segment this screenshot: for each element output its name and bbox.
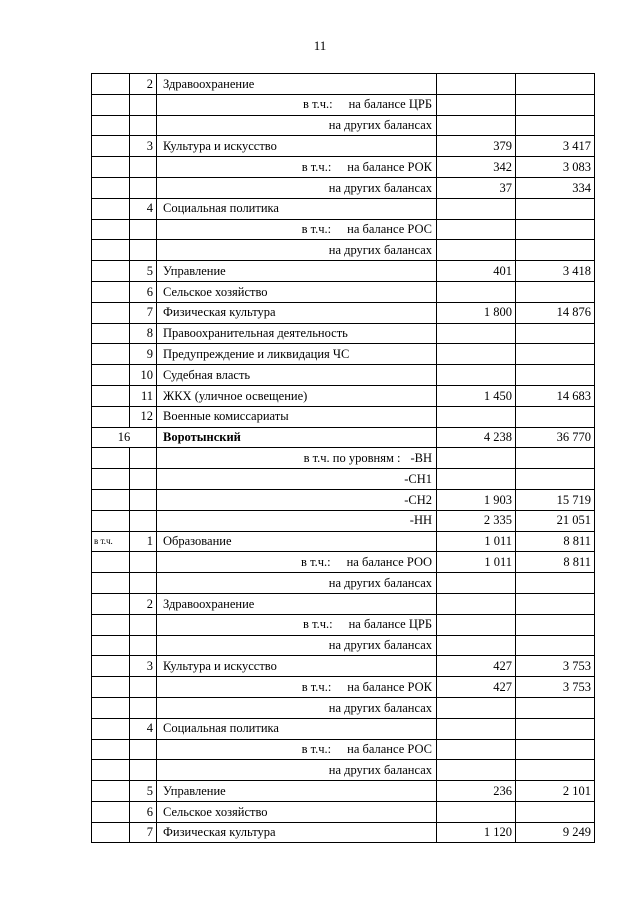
value-2-cell (516, 323, 595, 344)
value-1-cell (437, 240, 516, 261)
value-1-cell (437, 697, 516, 718)
item-name-cell (157, 781, 437, 802)
item-number-cell: 1 (130, 531, 157, 552)
value-2-cell: 334 (516, 177, 595, 198)
value-1-cell (437, 115, 516, 136)
item-name: Социальная политика (163, 201, 279, 216)
table-row (92, 198, 595, 219)
value-2-cell (516, 739, 595, 760)
item-name: на балансе РОС (347, 742, 432, 757)
group-cell (92, 74, 130, 95)
table-row (92, 801, 595, 822)
group-cell (92, 510, 130, 531)
value-2-cell (516, 344, 595, 365)
item-name: Социальная политика (163, 721, 279, 736)
value-2-cell: 3 083 (516, 157, 595, 178)
row-number-cell: 16 (92, 427, 157, 448)
table-row (92, 302, 595, 323)
item-name-cell (157, 261, 437, 282)
subtotal-prefix: в т.ч. по уровням : (303, 450, 401, 465)
group-cell (92, 469, 130, 490)
group-cell (92, 261, 130, 282)
item-name: Культура и искусство (163, 139, 277, 154)
subtotal-prefix: в т.ч.: (301, 222, 332, 237)
group-cell (92, 157, 130, 178)
group-cell (92, 822, 130, 843)
value-2-cell (516, 406, 595, 427)
item-number-cell (130, 115, 157, 136)
group-cell (92, 115, 130, 136)
value-1-cell (437, 74, 516, 95)
value-2-cell: 3 418 (516, 261, 595, 282)
item-name-cell (157, 323, 437, 344)
value-1-cell: 37 (437, 177, 516, 198)
group-cell (92, 697, 130, 718)
value-2-cell (516, 718, 595, 739)
item-number-cell: 3 (130, 136, 157, 157)
value-2-cell (516, 198, 595, 219)
value-2-cell: 3 753 (516, 656, 595, 677)
group-cell (92, 344, 130, 365)
item-name-cell (157, 489, 437, 510)
value-2-cell: 3 417 (516, 136, 595, 157)
item-name: Воротынский (163, 430, 241, 445)
item-name-cell (157, 94, 437, 115)
table-row (92, 448, 595, 469)
table-row (92, 781, 595, 802)
value-2-cell: 8 811 (516, 531, 595, 552)
item-name-cell (157, 365, 437, 386)
item-number-cell: 4 (130, 718, 157, 739)
item-name: на балансе ЦРБ (348, 617, 432, 632)
item-number-cell: 10 (130, 365, 157, 386)
item-name-cell (157, 406, 437, 427)
value-1-cell: 1 120 (437, 822, 516, 843)
item-name: -СН1 (404, 471, 432, 486)
value-2-cell: 36 770 (516, 427, 595, 448)
item-number-cell (130, 489, 157, 510)
item-name: на других балансах (328, 638, 432, 653)
item-name: Управление (163, 783, 226, 798)
value-2-cell (516, 240, 595, 261)
table-row (92, 489, 595, 510)
group-cell (92, 177, 130, 198)
item-name: Военные комиссариаты (163, 409, 289, 424)
table-row (92, 157, 595, 178)
value-2-cell (516, 365, 595, 386)
item-name-cell (157, 385, 437, 406)
value-1-cell: 2 335 (437, 510, 516, 531)
item-name-cell (157, 427, 437, 448)
table-row (92, 94, 595, 115)
item-name-cell (157, 469, 437, 490)
item-name: Культура и искусство (163, 658, 277, 673)
item-name-cell (157, 739, 437, 760)
table-row (92, 323, 595, 344)
item-name-cell (157, 157, 437, 178)
table-row (92, 136, 595, 157)
subtotal-prefix: в т.ч.: (303, 97, 333, 112)
value-2-cell: 8 811 (516, 552, 595, 573)
value-2-cell: 2 101 (516, 781, 595, 802)
value-1-cell: 1 903 (437, 489, 516, 510)
group-cell (92, 656, 130, 677)
item-number-cell: 2 (130, 74, 157, 95)
item-name-cell (157, 593, 437, 614)
value-2-cell (516, 74, 595, 95)
item-number-cell (130, 157, 157, 178)
value-1-cell: 1 011 (437, 552, 516, 573)
value-2-cell (516, 635, 595, 656)
item-name-cell (157, 635, 437, 656)
value-1-cell: 342 (437, 157, 516, 178)
subtotal-prefix: в т.ч.: (301, 159, 332, 174)
value-1-cell (437, 801, 516, 822)
value-2-cell: 9 249 (516, 822, 595, 843)
item-number-cell: 4 (130, 198, 157, 219)
group-cell (92, 94, 130, 115)
item-name: Предупреждение и ликвидация ЧС (163, 347, 350, 361)
group-cell: в т.ч. (92, 531, 130, 552)
subtotal-prefix: в т.ч.: (301, 554, 331, 569)
group-cell (92, 365, 130, 386)
group-cell (92, 781, 130, 802)
item-name: на других балансах (328, 700, 432, 715)
group-cell (92, 448, 130, 469)
item-number-cell (130, 240, 157, 261)
item-name-cell (157, 760, 437, 781)
item-name: Правоохранительная деятельность (163, 326, 348, 341)
item-name-cell (157, 656, 437, 677)
budget-table (91, 73, 595, 843)
item-name: Образование (163, 534, 232, 549)
item-name: -СН2 (404, 492, 432, 507)
group-cell (92, 406, 130, 427)
table-row (92, 739, 595, 760)
table-row (92, 344, 595, 365)
group-cell (92, 302, 130, 323)
table-row (92, 406, 595, 427)
value-1-cell (437, 760, 516, 781)
item-number-cell: 9 (130, 344, 157, 365)
item-name: Физическая культура (163, 305, 276, 320)
item-name-cell (157, 697, 437, 718)
item-name-cell (157, 822, 437, 843)
item-name-cell (157, 531, 437, 552)
item-number-cell: 5 (130, 261, 157, 282)
value-2-cell (516, 760, 595, 781)
table-row (92, 697, 595, 718)
item-number-cell (130, 448, 157, 469)
table-row (92, 177, 595, 198)
value-1-cell (437, 323, 516, 344)
group-cell (92, 614, 130, 635)
group-cell (92, 489, 130, 510)
table-row (92, 510, 595, 531)
item-name-cell (157, 718, 437, 739)
value-1-cell: 401 (437, 261, 516, 282)
value-2-cell: 3 753 (516, 677, 595, 698)
table-row (92, 74, 595, 95)
item-name-cell (157, 302, 437, 323)
group-cell (92, 281, 130, 302)
item-number-cell (130, 635, 157, 656)
table-row (92, 573, 595, 594)
group-cell (92, 739, 130, 760)
value-1-cell (437, 573, 516, 594)
subtotal-prefix: в т.ч.: (301, 742, 332, 757)
table-row (92, 656, 595, 677)
item-name: Судебная власть (163, 367, 251, 382)
item-number-cell (130, 573, 157, 594)
item-name: на других балансах (328, 762, 432, 777)
item-name: Управление (163, 263, 226, 278)
item-name-cell (157, 614, 437, 635)
table-row (92, 822, 595, 843)
item-name-cell (157, 177, 437, 198)
item-name-cell (157, 677, 437, 698)
item-name: на других балансах (328, 575, 432, 590)
group-cell (92, 136, 130, 157)
item-name-cell (157, 115, 437, 136)
table-row (92, 365, 595, 386)
item-name: Здравоохранение (163, 76, 255, 91)
item-name-cell (157, 281, 437, 302)
item-name-cell (157, 198, 437, 219)
value-1-cell: 427 (437, 677, 516, 698)
item-number-cell (130, 177, 157, 198)
group-cell (92, 198, 130, 219)
value-2-cell (516, 448, 595, 469)
value-1-cell (437, 406, 516, 427)
item-name-cell (157, 219, 437, 240)
group-cell (92, 323, 130, 344)
page-number: 11 (313, 38, 327, 53)
table-row (92, 115, 595, 136)
item-number-cell: 8 (130, 323, 157, 344)
value-2-cell (516, 281, 595, 302)
item-name-cell (157, 240, 437, 261)
item-number-cell (130, 739, 157, 760)
budget-table-body (92, 74, 595, 843)
item-name: на балансе РОО (346, 554, 432, 569)
value-1-cell (437, 281, 516, 302)
item-name: на других балансах (328, 180, 432, 195)
table-row (92, 635, 595, 656)
item-number-cell: 6 (130, 281, 157, 302)
value-2-cell (516, 697, 595, 718)
table-row (92, 427, 595, 448)
item-number-cell (130, 760, 157, 781)
item-name-cell (157, 448, 437, 469)
item-name: на балансе РОК (347, 679, 432, 694)
table-row (92, 552, 595, 573)
item-number-cell: 5 (130, 781, 157, 802)
subtotal-prefix: в т.ч.: (301, 679, 332, 694)
table-row (92, 718, 595, 739)
group-cell (92, 385, 130, 406)
group-cell (92, 593, 130, 614)
value-2-cell (516, 801, 595, 822)
item-number-cell (130, 614, 157, 635)
value-2-cell: 15 719 (516, 489, 595, 510)
group-cell (92, 552, 130, 573)
group-cell (92, 219, 130, 240)
value-2-cell (516, 469, 595, 490)
item-name-cell (157, 136, 437, 157)
item-number-cell (130, 697, 157, 718)
value-1-cell (437, 718, 516, 739)
item-name-cell (157, 552, 437, 573)
table-row (92, 593, 595, 614)
item-number-cell: 3 (130, 656, 157, 677)
item-name: -НН (409, 513, 432, 528)
value-2-cell: 14 683 (516, 385, 595, 406)
value-1-cell (437, 739, 516, 760)
value-1-cell (437, 614, 516, 635)
table-row (92, 531, 595, 552)
subtotal-prefix: в т.ч.: (303, 617, 333, 632)
value-1-cell (437, 344, 516, 365)
item-name: Сельское хозяйство (163, 804, 268, 819)
item-number-cell: 2 (130, 593, 157, 614)
item-number-cell (130, 469, 157, 490)
group-cell (92, 718, 130, 739)
value-2-cell (516, 219, 595, 240)
group-cell (92, 760, 130, 781)
item-number-cell: 11 (130, 385, 157, 406)
item-name: Сельское хозяйство (163, 284, 268, 299)
value-1-cell: 236 (437, 781, 516, 802)
value-1-cell: 1 011 (437, 531, 516, 552)
item-name-cell (157, 74, 437, 95)
value-2-cell (516, 593, 595, 614)
value-1-cell (437, 365, 516, 386)
value-2-cell: 21 051 (516, 510, 595, 531)
item-number-cell: 12 (130, 406, 157, 427)
value-1-cell (437, 94, 516, 115)
item-name-cell (157, 573, 437, 594)
value-2-cell: 14 876 (516, 302, 595, 323)
value-1-cell (437, 198, 516, 219)
item-name: Здравоохранение (163, 596, 255, 611)
value-1-cell: 4 238 (437, 427, 516, 448)
table-row (92, 469, 595, 490)
value-2-cell (516, 614, 595, 635)
item-name: -ВН (410, 450, 432, 465)
value-1-cell: 1 450 (437, 385, 516, 406)
table-row (92, 614, 595, 635)
table-row (92, 677, 595, 698)
item-number-cell (130, 219, 157, 240)
group-cell (92, 573, 130, 594)
item-name: на других балансах (328, 243, 432, 258)
table-row (92, 219, 595, 240)
value-2-cell (516, 115, 595, 136)
group-cell (92, 635, 130, 656)
item-name-cell (157, 801, 437, 822)
item-name: на балансе ЦРБ (348, 97, 432, 112)
group-cell (92, 240, 130, 261)
group-cell (92, 801, 130, 822)
item-name: Физическая культура (163, 825, 276, 840)
value-1-cell (437, 593, 516, 614)
item-number-cell (130, 677, 157, 698)
group-cell (92, 677, 130, 698)
table-row (92, 385, 595, 406)
value-1-cell (437, 469, 516, 490)
item-number-cell: 7 (130, 822, 157, 843)
value-1-cell: 427 (437, 656, 516, 677)
item-number-cell: 7 (130, 302, 157, 323)
item-name: на балансе РОС (347, 222, 432, 237)
value-1-cell: 379 (437, 136, 516, 157)
item-name: ЖКХ (уличное освещение) (163, 388, 308, 403)
value-2-cell (516, 94, 595, 115)
item-number-cell (130, 510, 157, 531)
value-1-cell: 1 800 (437, 302, 516, 323)
table-row (92, 240, 595, 261)
value-1-cell (437, 219, 516, 240)
item-name: на балансе РОК (347, 159, 432, 174)
table-row (92, 281, 595, 302)
value-1-cell (437, 448, 516, 469)
table-row (92, 261, 595, 282)
table-row (92, 760, 595, 781)
value-2-cell (516, 573, 595, 594)
item-number-cell: 6 (130, 801, 157, 822)
item-name-cell (157, 510, 437, 531)
value-1-cell (437, 635, 516, 656)
item-name-cell (157, 344, 437, 365)
item-number-cell (130, 94, 157, 115)
item-name: на других балансах (328, 118, 432, 133)
item-number-cell (130, 552, 157, 573)
